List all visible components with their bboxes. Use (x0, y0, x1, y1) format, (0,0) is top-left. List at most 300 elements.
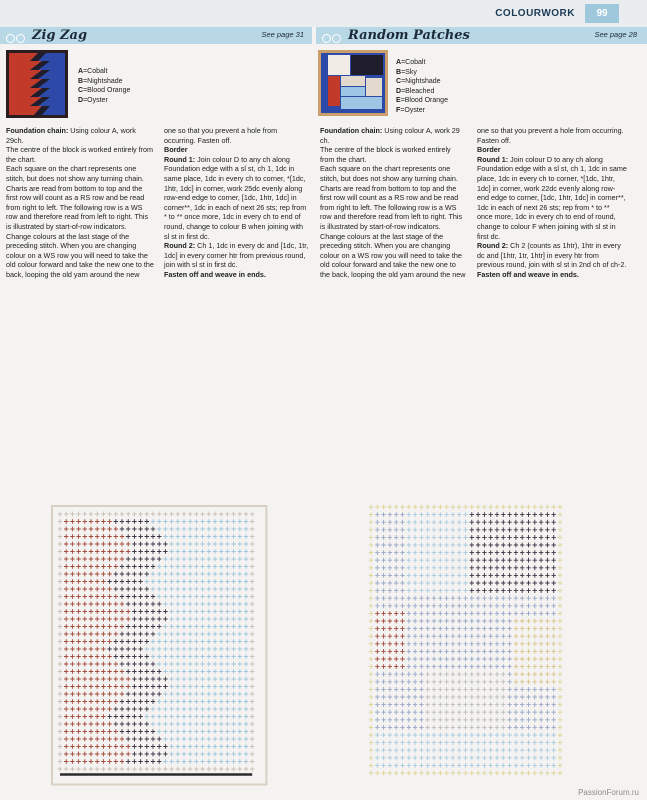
stitch-symbol (495, 588, 499, 593)
stitch-symbol (426, 581, 430, 586)
stitch-symbol (225, 579, 229, 584)
stitch-symbol (76, 707, 80, 712)
stitch-symbol (64, 579, 68, 584)
stitch-symbol (114, 752, 118, 757)
stitch-symbol (169, 534, 173, 539)
stitch-symbol (76, 714, 80, 719)
stitch-symbol (432, 543, 436, 548)
stitch-symbol (95, 677, 99, 682)
stitch-symbol (381, 543, 385, 548)
stitch-symbol (107, 564, 111, 569)
stitch-symbol (451, 565, 455, 570)
stitch-symbol (231, 692, 235, 697)
stitch-symbol (151, 737, 155, 742)
stitch-symbol (76, 624, 80, 629)
stitch-symbol (169, 579, 173, 584)
stitch-symbol (407, 596, 411, 601)
stitch-symbol (520, 702, 524, 707)
stitch-symbol (451, 695, 455, 700)
stitch-symbol (101, 684, 105, 689)
stitch-symbol (438, 687, 442, 692)
stitch-symbol (83, 647, 87, 652)
stitch-symbol (231, 759, 235, 764)
stitch-symbol (507, 702, 511, 707)
stitch-symbol (176, 722, 180, 727)
stitch-symbol (83, 767, 87, 772)
stitch-symbol (176, 684, 180, 689)
stitch-symbol (76, 617, 80, 622)
stitch-symbol (394, 771, 398, 776)
stitch-symbol (514, 748, 518, 753)
stitch-symbol (526, 763, 530, 768)
stitch-symbol (194, 572, 198, 577)
stitch-symbol (507, 558, 511, 563)
stitch-symbol (369, 771, 373, 776)
stitch-symbol (157, 692, 161, 697)
stitch-symbol (369, 672, 373, 677)
stitch-symbol (394, 763, 398, 768)
stitch-symbol (451, 581, 455, 586)
stitch-symbol (194, 677, 198, 682)
stitch-symbol (388, 512, 392, 517)
stitch-symbol (157, 609, 161, 614)
stitch-symbol (64, 617, 68, 622)
stitch-symbol (244, 752, 248, 757)
stitch-symbol (381, 603, 385, 608)
stitch-symbol (244, 744, 248, 749)
stitch-symbol (200, 647, 204, 652)
stitch-symbol (489, 664, 493, 669)
stitch-symbol (558, 657, 562, 662)
stitch-symbol (64, 519, 68, 524)
stitch-symbol (89, 684, 93, 689)
random-patches-instructions-col1 (320, 126, 466, 280)
stitch-symbol (413, 588, 417, 593)
stitch-symbol (489, 512, 493, 517)
stitch-symbol (388, 679, 392, 684)
stitch-symbol (83, 512, 87, 517)
stitch-symbol (369, 505, 373, 510)
stitch-symbol (432, 725, 436, 730)
stitch-symbol (250, 759, 254, 764)
stitch-symbol (482, 543, 486, 548)
stitch-symbol (200, 654, 204, 659)
stitch-symbol (145, 647, 149, 652)
stitch-symbol (64, 512, 68, 517)
stitch-symbol (413, 527, 417, 532)
stitch-symbol (426, 535, 430, 540)
stitch-symbol (219, 647, 223, 652)
stitch-symbol (539, 588, 543, 593)
stitch-symbol (407, 679, 411, 684)
stitch-symbol (514, 527, 518, 532)
stitch-symbol (76, 639, 80, 644)
stitch-symbol (101, 707, 105, 712)
stitch-symbol (394, 733, 398, 738)
stitch-symbol (176, 632, 180, 637)
stitch-symbol (225, 564, 229, 569)
stitch-symbol (413, 710, 417, 715)
stitch-symbol (489, 505, 493, 510)
paragraph: The centre of the block is worked entirely from the chart. (6, 145, 154, 164)
stitch-symbol (126, 692, 130, 697)
stitch-symbol (120, 647, 124, 652)
stitch-symbol (514, 619, 518, 624)
stitch-symbol (495, 733, 499, 738)
stitch-symbol (495, 581, 499, 586)
stitch-symbol (145, 662, 149, 667)
stitch-symbol (558, 550, 562, 555)
stitch-symbol (157, 654, 161, 659)
stitch-symbol (188, 564, 192, 569)
stitch-symbol (369, 679, 373, 684)
stitch-symbol (126, 557, 130, 562)
stitch-symbol (95, 594, 99, 599)
stitch-symbol (126, 519, 130, 524)
stitch-symbol (64, 587, 68, 592)
stitch-symbol (107, 557, 111, 562)
stitch-symbol (526, 771, 530, 776)
stitch-symbol (457, 626, 461, 631)
stitch-symbol (169, 684, 173, 689)
stitch-symbol (501, 755, 505, 760)
random-patches-color-legend (396, 58, 448, 115)
stitch-symbol (250, 647, 254, 652)
stitch-symbol (76, 669, 80, 674)
stitch-symbol (157, 714, 161, 719)
stitch-symbol (533, 527, 537, 532)
stitch-symbol (375, 649, 379, 654)
stitch-symbol (394, 505, 398, 510)
stitch-symbol (463, 527, 467, 532)
stitch-symbol (176, 759, 180, 764)
zigzag-instructions-col2 (164, 126, 310, 280)
stitch-symbol (89, 572, 93, 577)
stitch-symbol (419, 603, 423, 608)
stitch-symbol (213, 662, 217, 667)
stitch-symbol (426, 733, 430, 738)
stitch-symbol (539, 763, 543, 768)
stitch-symbol (539, 687, 543, 692)
stitch-symbol (394, 649, 398, 654)
stitch-symbol (470, 573, 474, 578)
stitch-symbol (95, 617, 99, 622)
stitch-symbol (514, 520, 518, 525)
stitch-symbol (426, 588, 430, 593)
stitch-symbol (176, 647, 180, 652)
stitch-symbol (375, 634, 379, 639)
stitch-symbol (207, 744, 211, 749)
stitch-symbol (514, 664, 518, 669)
stitch-symbol (381, 664, 385, 669)
stitch-symbol (70, 714, 74, 719)
stitch-symbol (250, 617, 254, 622)
stitch-symbol (238, 752, 242, 757)
stitch-symbol (244, 669, 248, 674)
paragraph: one so that you prevent a hole from occurring. Fasten off. (164, 126, 278, 145)
stitch-symbol (558, 520, 562, 525)
stitch-symbol (438, 679, 442, 684)
stitch-symbol (426, 527, 430, 532)
stitch-symbol (101, 564, 105, 569)
stitch-symbol (163, 647, 167, 652)
stitch-symbol (225, 669, 229, 674)
stitch-symbol (533, 763, 537, 768)
stitch-symbol (526, 505, 530, 510)
stitch-symbol (70, 632, 74, 637)
stitch-symbol (138, 549, 142, 554)
stitch-symbol (64, 684, 68, 689)
stitch-symbol (157, 759, 161, 764)
stitch-symbol (132, 624, 136, 629)
stitch-symbol (250, 602, 254, 607)
stitch-symbol (520, 763, 524, 768)
stitch-symbol (76, 677, 80, 682)
stitch-symbol (476, 733, 480, 738)
stitch-symbol (107, 722, 111, 727)
stitch-symbol (138, 519, 142, 524)
stitch-symbol (83, 609, 87, 614)
stitch-symbol (470, 733, 474, 738)
stitch-symbol (132, 594, 136, 599)
stitch-symbol (419, 763, 423, 768)
stitch-symbol (101, 744, 105, 749)
legend-item: B=Sky (396, 68, 417, 76)
stitch-symbol (64, 737, 68, 742)
stitch-symbol (426, 657, 430, 662)
stitch-symbol (463, 611, 467, 616)
stitch-symbol (552, 763, 556, 768)
stitch-symbol (432, 558, 436, 563)
stitch-symbol (369, 619, 373, 624)
stitch-symbol (489, 672, 493, 677)
stitch-symbol (188, 699, 192, 704)
stitch-symbol (463, 596, 467, 601)
stitch-symbol (95, 692, 99, 697)
stitch-symbol (76, 759, 80, 764)
stitch-symbol (238, 564, 242, 569)
stitch-symbol (381, 672, 385, 677)
stitch-symbol (70, 737, 74, 742)
stitch-symbol (188, 549, 192, 554)
stitch-symbol (451, 527, 455, 532)
stitch-symbol (432, 771, 436, 776)
stitch-symbol (501, 573, 505, 578)
stitch-symbol (533, 717, 537, 722)
stitch-symbol (388, 565, 392, 570)
stitch-symbol (132, 617, 136, 622)
stitch-symbol (114, 707, 118, 712)
stitch-symbol (120, 707, 124, 712)
stitch-symbol (244, 632, 248, 637)
stitch-symbol (145, 602, 149, 607)
stitch-symbol (526, 733, 530, 738)
stitch-symbol (169, 564, 173, 569)
stitch-symbol (381, 748, 385, 753)
stitch-symbol (114, 564, 118, 569)
stitch-symbol (388, 687, 392, 692)
stitch-symbol (157, 699, 161, 704)
stitch-symbol (482, 512, 486, 517)
stitch-symbol (225, 692, 229, 697)
stitch-symbol (495, 679, 499, 684)
stitch-symbol (407, 550, 411, 555)
stitch-symbol (182, 654, 186, 659)
stitch-symbol (151, 624, 155, 629)
stitch-symbol (507, 581, 511, 586)
stitch-symbol (126, 572, 130, 577)
stitch-symbol (413, 733, 417, 738)
stitch-symbol (407, 641, 411, 646)
stitch-symbol (463, 550, 467, 555)
stitch-symbol (76, 662, 80, 667)
stitch-symbol (145, 737, 149, 742)
stitch-symbol (539, 672, 543, 677)
stitch-symbol (207, 662, 211, 667)
stitch-symbol (426, 520, 430, 525)
stitch-symbol (151, 767, 155, 772)
stitch-symbol (200, 767, 204, 772)
stitch-symbol (457, 558, 461, 563)
stitch-symbol (451, 626, 455, 631)
stitch-symbol (64, 699, 68, 704)
stitch-symbol (388, 603, 392, 608)
stitch-symbol (176, 519, 180, 524)
stitch-symbol (526, 626, 530, 631)
stitch-symbol (451, 702, 455, 707)
stitch-symbol (163, 684, 167, 689)
stitch-symbol (169, 639, 173, 644)
stitch-symbol (151, 744, 155, 749)
stitch-symbol (194, 759, 198, 764)
stitch-symbol (457, 634, 461, 639)
stitch-symbol (83, 722, 87, 727)
stitch-symbol (132, 557, 136, 562)
stitch-symbol (375, 619, 379, 624)
stitch-symbol (507, 626, 511, 631)
stitch-symbol (552, 573, 556, 578)
stitch-symbol (533, 702, 537, 707)
stitch-symbol (526, 695, 530, 700)
stitch-symbol (138, 609, 142, 614)
stitch-symbol (132, 549, 136, 554)
stitch-symbol (114, 677, 118, 682)
stitch-symbol (95, 512, 99, 517)
stitch-symbol (426, 558, 430, 563)
stitch-symbol (413, 763, 417, 768)
stitch-symbol (388, 717, 392, 722)
stitch-symbol (126, 632, 130, 637)
stitch-symbol (419, 527, 423, 532)
stitch-symbol (482, 649, 486, 654)
stitch-symbol (514, 710, 518, 715)
stitch-symbol (381, 679, 385, 684)
stitch-symbol (89, 594, 93, 599)
stitch-symbol (413, 740, 417, 745)
stitch-symbol (213, 714, 217, 719)
stitch-symbol (194, 557, 198, 562)
stitch-symbol (489, 634, 493, 639)
stitch-symbol (495, 664, 499, 669)
stitch-symbol (419, 641, 423, 646)
stitch-symbol (413, 619, 417, 624)
stitch-symbol (495, 611, 499, 616)
stitch-symbol (400, 664, 404, 669)
stitch-symbol (132, 572, 136, 577)
stitch-symbol (89, 549, 93, 554)
stitch-symbol (219, 759, 223, 764)
stitch-symbol (138, 699, 142, 704)
stitch-symbol (476, 649, 480, 654)
stitch-symbol (219, 624, 223, 629)
stitch-symbol (120, 602, 124, 607)
stitch-symbol (545, 558, 549, 563)
stitch-symbol (520, 664, 524, 669)
stitch-symbol (176, 549, 180, 554)
stitch-symbol (231, 669, 235, 674)
stitch-symbol (200, 527, 204, 532)
stitch-symbol (101, 527, 105, 532)
stitch-symbol (120, 677, 124, 682)
stitch-symbol (169, 654, 173, 659)
stitch-symbol (526, 679, 530, 684)
stitch-symbol (476, 543, 480, 548)
stitch-symbol (413, 641, 417, 646)
stitch-symbol (126, 767, 130, 772)
stitch-symbol (407, 543, 411, 548)
stitch-symbol (545, 649, 549, 654)
stitch-symbol (426, 619, 430, 624)
stitch-symbol (126, 662, 130, 667)
stitch-symbol (545, 710, 549, 715)
stitch-symbol (388, 702, 392, 707)
stitch-symbol (213, 684, 217, 689)
stitch-symbol (64, 542, 68, 547)
stitch-symbol (120, 564, 124, 569)
stitch-symbol (501, 558, 505, 563)
stitch-symbol (225, 609, 229, 614)
stitch-symbol (83, 542, 87, 547)
stitch-symbol (545, 717, 549, 722)
stitch-symbol (126, 587, 130, 592)
stitch-symbol (558, 748, 562, 753)
stitch-symbol (58, 624, 62, 629)
stitch-symbol (545, 573, 549, 578)
stitch-symbol (163, 549, 167, 554)
stitch-symbol (238, 632, 242, 637)
stitch-symbol (188, 542, 192, 547)
stitch-symbol (163, 594, 167, 599)
stitch-symbol (507, 687, 511, 692)
stitch-symbol (375, 657, 379, 662)
stitch-symbol (58, 617, 62, 622)
stitch-symbol (526, 543, 530, 548)
pattern-header-zigzag (0, 27, 312, 44)
stitch-symbol (225, 587, 229, 592)
stitch-symbol (182, 647, 186, 652)
stitch-symbol (514, 543, 518, 548)
stitch-symbol (463, 512, 467, 517)
stitch-symbol (388, 634, 392, 639)
stitch-symbol (501, 771, 505, 776)
stitch-symbol (70, 699, 74, 704)
stitch-symbol (76, 744, 80, 749)
decorative-rings-icon (322, 30, 342, 48)
stitch-symbol (114, 737, 118, 742)
stitch-symbol (407, 725, 411, 730)
stitch-symbol (70, 512, 74, 517)
stitch-symbol (188, 512, 192, 517)
